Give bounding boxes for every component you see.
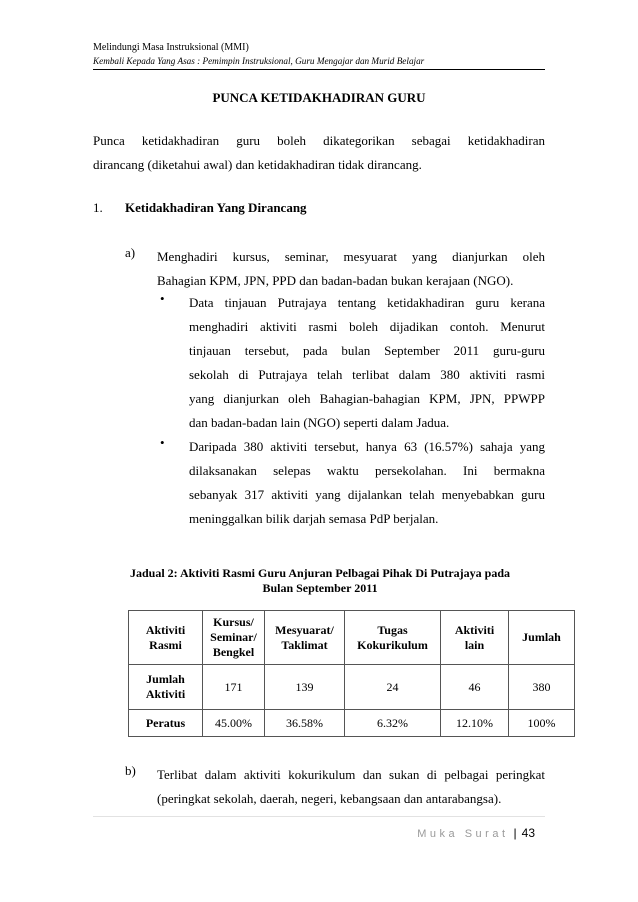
row-label-percent: Peratus (129, 710, 203, 737)
bullet-1-line-2: menghadiri aktiviti rasmi boleh dijadikan contoh. Menurut (189, 319, 545, 334)
table-cell: 171 (203, 665, 265, 710)
table-cell: 24 (345, 665, 441, 710)
bullet-1-line-3: tinjauan tersebut, pada bulan September 2011 guru-guru (189, 343, 545, 358)
col-header-total: Jumlah (509, 611, 575, 665)
table-caption-line-1: Jadual 2: Aktiviti Rasmi Guru Anjuran Pelbagai Pihak Di Putrajaya pada (129, 566, 511, 580)
item-a-line-2: Bahagian KPM, JPN, PPD dan badan-badan bukan kerajaan (NGO). (157, 273, 514, 288)
col-header-meetings: Mesyuarat/ Taklimat (265, 611, 345, 665)
bullet-icon: • (160, 435, 165, 450)
table-cell: 139 (265, 665, 345, 710)
bullet-1-line-6: dan badan-badan lain (NGO) seperti dalam Jadua. (189, 415, 450, 430)
bullet-2-line-1: Daripada 380 aktiviti tersebut, hanya 63 (16.57%) sahaja yang (189, 439, 545, 454)
bullet-2-line-4: meninggalkan bilik darjah semasa PdP berjalan. (189, 511, 439, 526)
intro-line-1: Punca ketidakhadiran guru boleh dikategorikan sebagai ketidakhadiran (93, 133, 545, 148)
bullet-1-line-4: sekolah di Putrajaya telah terlibat dalam 380 aktiviti rasmi (189, 367, 545, 382)
table-cell: 45.00% (203, 710, 265, 737)
section-number: 1. (93, 200, 103, 215)
bullet-2-line-3: sebanyak 317 aktiviti yang dijalankan telah menyebabkan guru (189, 487, 545, 502)
item-a-line-1: Menghadiri kursus, seminar, mesyuarat yang dianjurkan oleh (157, 249, 545, 264)
table-caption-line-2: Bulan September 2011 (262, 581, 378, 595)
page-title: PUNCA KETIDAKHADIRAN GURU (212, 90, 426, 105)
item-b-label: b) (125, 763, 136, 778)
item-b-line-1: Terlibat dalam aktiviti kokurikulum dan sukan di pelbagai peringkat (157, 767, 545, 782)
col-header-activity: Aktiviti Rasmi (129, 611, 203, 665)
footer-separator: | (513, 826, 517, 840)
footer-rule (93, 816, 545, 817)
header-rule (93, 69, 545, 70)
table-cell: 12.10% (441, 710, 509, 737)
section-heading: Ketidakhadiran Yang Dirancang (125, 200, 307, 215)
table-caption (112, 566, 528, 596)
col-header-other: Aktiviti lain (441, 611, 509, 665)
footer-label: Muka Surat (417, 828, 509, 840)
col-header-courses: Kursus/ Seminar/ Bengkel (203, 611, 265, 665)
item-a-label: a) (125, 245, 136, 260)
table-cell: 100% (509, 710, 575, 737)
table-row (129, 665, 575, 710)
bullet-1-line-5: yang dianjurkan oleh Bahagian-bahagian KPM, JPN, PPWPP (189, 391, 545, 406)
row-label-total: Jumlah Aktiviti (129, 665, 203, 710)
header-title: Melindungi Masa Instruksional (MMI) (93, 42, 249, 53)
bullet-icon: • (160, 291, 165, 306)
bullet-1-line-1: Data tinjauan Putrajaya tentang ketidakhadiran guru kerana (189, 295, 545, 310)
intro-line-2: dirancang (diketahui awal) dan ketidakhadiran tidak dirancang. (93, 157, 422, 172)
activity-table (128, 610, 575, 737)
bullet-2-line-2: dilaksanakan selepas waktu persekolahan. Ini bermakna (189, 463, 545, 478)
table-cell: 46 (441, 665, 509, 710)
page-number: 43 (521, 826, 535, 840)
table-row (129, 710, 575, 737)
header-subtitle: Kembali Kepada Yang Asas : Pemimpin Instruksional, Guru Mengajar dan Murid Belajar (93, 56, 425, 66)
table-cell: 380 (509, 665, 575, 710)
page-footer (417, 826, 535, 840)
col-header-cocurricular: Tugas Kokurikulum (345, 611, 441, 665)
table-cell: 36.58% (265, 710, 345, 737)
table-header-row (129, 611, 575, 665)
item-b-line-2: (peringkat sekolah, daerah, negeri, kebangsaan dan antarabangsa). (157, 791, 502, 806)
table-cell: 6.32% (345, 710, 441, 737)
